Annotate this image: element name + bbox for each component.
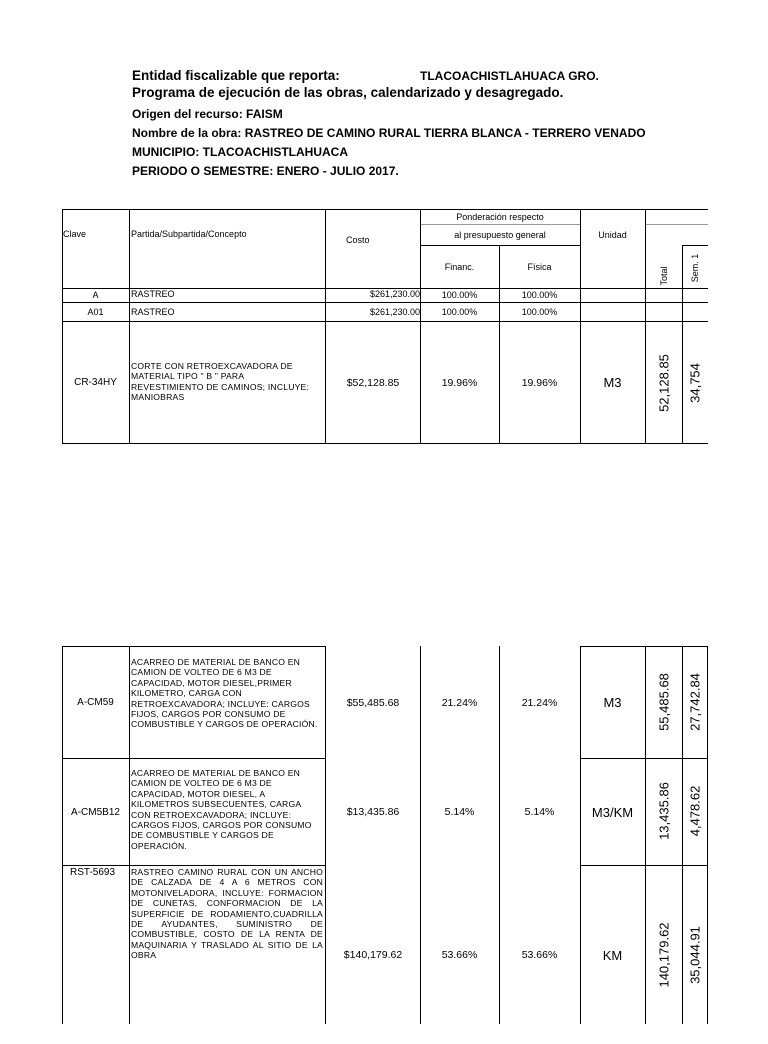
presupuesto-header: al presupuesto general xyxy=(454,230,546,240)
financ-cell: 53.66% xyxy=(441,949,478,961)
total-cell: 140,179.62 xyxy=(656,922,672,988)
periodo: PERIODO O SEMESTRE: ENERO - JULIO 2017. xyxy=(132,164,399,178)
costo-cell: $13,435.86 xyxy=(346,806,400,818)
fisica-cell: 100.00% xyxy=(521,306,558,317)
col-total-header: Total xyxy=(659,266,669,286)
financ-cell: 21.24% xyxy=(441,696,478,709)
costo-cell: $261,230.00 xyxy=(369,289,420,299)
clave-cell: A-CM59 xyxy=(77,697,114,708)
unidad-cell: KM xyxy=(602,947,623,963)
sem1-cell: 34,754 xyxy=(687,363,703,403)
clave-cell: A xyxy=(92,290,99,300)
col-costo-header: Costo xyxy=(346,235,370,245)
unidad-cell: M3 xyxy=(603,695,622,710)
origen-recurso: Origen del recurso: FAISM xyxy=(132,107,283,121)
col-clave-header: Clave xyxy=(63,229,87,239)
fisica-cell: 53.66% xyxy=(521,949,558,961)
nombre-obra: Nombre de la obra: RASTREO DE CAMINO RURAL TIERRA BLANCA - TERRERO VENADO xyxy=(132,126,646,140)
col-partida-header: Partida/Subpartida/Concepto xyxy=(131,229,247,239)
sem1-cell: 35,044.91 xyxy=(687,926,703,984)
financ-cell: 19.96% xyxy=(441,376,478,389)
financ-cell: 100.00% xyxy=(441,290,478,300)
financ-cell: 5.14% xyxy=(444,806,475,818)
unidad-cell: M3/KM xyxy=(591,804,634,820)
financ-cell: 100.00% xyxy=(441,306,478,317)
col-unidad-header: Unidad xyxy=(598,230,627,240)
col-fisica-header: Física xyxy=(527,262,552,272)
concepto-cell: RASTREO xyxy=(131,289,175,299)
concepto-cell: RASTREO CAMINO RURAL CON UN ANCHO DE CALZADA DE 4 A 6 METROS CON MOTONIVELADORA, INCLUYE: FORMACION DE CUNETAS, CONFORMACION DE LA SUPERFICIE DE RODAMIENTO,CUADRILLA DE AYUDANTES, SUMINISTRO DE COMBUSTIBLE, COSTO DE LA RENTA DE MAQUINARIA Y TRASLADO AL SITIO DE LA OBRA xyxy=(131,867,323,961)
entidad-value: TLACOACHISTLAHUACA GRO. xyxy=(420,69,599,83)
concepto-cell: CORTE CON RETROEXCAVADORA DE MATERIAL TIPO " B " PARA REVESTIMIENTO DE CAMINOS; INCLUYE: MANIOBRAS xyxy=(131,361,310,403)
fisica-cell: 19.96% xyxy=(521,376,558,389)
fisica-cell: 5.14% xyxy=(524,806,555,818)
total-cell: 52,128.85 xyxy=(656,354,672,412)
entidad-label: Entidad fiscalizable que reporta: xyxy=(132,68,340,83)
col-sem1-header: Sem. 1 xyxy=(690,253,700,283)
total-cell: 13,435.86 xyxy=(656,782,672,840)
programa-title: Programa de ejecución de las obras, calendarizado y desagregado. xyxy=(132,85,564,100)
municipio: MUNICIPIO: TLACOACHISTLAHUACA xyxy=(132,145,348,159)
sem1-cell: 27,742.84 xyxy=(687,673,703,731)
col-financ-header: Financ. xyxy=(444,262,475,272)
total-cell: 55,485.68 xyxy=(656,673,672,731)
clave-cell: RST-5693 xyxy=(70,867,116,878)
clave-cell: CR-34HY xyxy=(74,377,117,388)
costo-cell: $55,485.68 xyxy=(346,696,400,709)
unidad-cell: M3 xyxy=(603,375,622,390)
clave-cell: A-CM5B12 xyxy=(71,806,120,818)
concepto-cell: ACARREO DE MATERIAL DE BANCO EN CAMION DE VOLTEO DE 6 M3 DE CAPACIDAD, MOTOR DIESEL,PRIMER KILOMETRO, CARGA CON RETROEXCAVADORA; INCLUYE: CARGOS FIJOS, CARGOS POR CONSUMO DE COMBUSTIBLE Y CARGOS DE OPERACIÓN. xyxy=(131,657,318,730)
costo-cell: $52,128.85 xyxy=(346,376,400,389)
fisica-cell: 100.00% xyxy=(521,290,558,300)
clave-cell: A01 xyxy=(87,306,104,317)
concepto-cell: RASTREO xyxy=(131,307,175,317)
sem1-cell: 4,478.62 xyxy=(687,785,703,837)
fisica-cell: 21.24% xyxy=(521,696,558,709)
costo-cell: $261,230.00 xyxy=(369,307,420,317)
ponderacion-header: Ponderación respecto xyxy=(456,211,544,222)
concepto-cell: ACARREO DE MATERIAL DE BANCO EN CAMION DE VOLTEO DE 6 M3 DE CAPACIDAD, MOTOR DIESEL, A KILOMETROS SUBSECUENTES, CARGA CON RETROEXCAVADORA; INCLUYE: CARGOS FIJOS, CARGOS POR CONSUMO DE COMBUSTIBLE Y CARGOS DE OPERACIÓN. xyxy=(131,768,312,851)
costo-cell: $140,179.62 xyxy=(343,949,403,961)
